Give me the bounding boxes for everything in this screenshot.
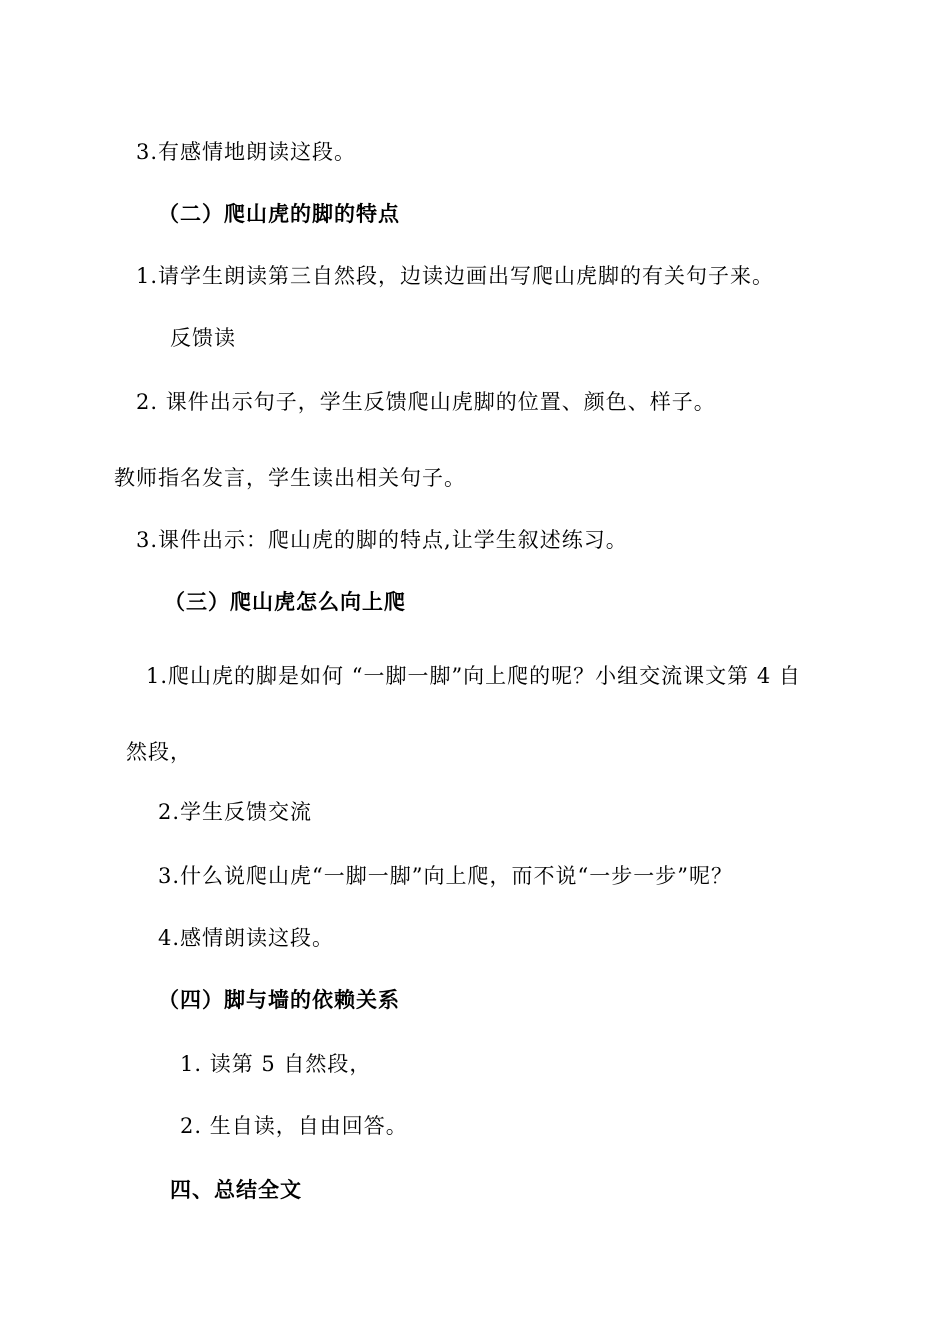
text-line: 4.感情朗读这段。 xyxy=(158,926,335,950)
text-line: 2. 课件出示句子，学生反馈爬山虎脚的位置、颜色、样子。 xyxy=(136,390,716,414)
section-heading: 四、总结全文 xyxy=(170,1178,302,1202)
text-line: 3.有感情地朗读这段。 xyxy=(136,140,357,164)
text-line: 1. 读第 5 自然段， xyxy=(180,1052,372,1076)
text-line: 1.请学生朗读第三自然段，边读边画出写爬山虎脚的有关句子来。 xyxy=(136,264,775,288)
text-line: 教师指名发言，学生读出相关句子。 xyxy=(114,466,466,490)
section-heading: （二）爬山虎的脚的特点 xyxy=(158,202,400,226)
text-line: 3.课件出示：爬山虎的脚的特点,让学生叙述练习。 xyxy=(136,528,628,552)
text-line: 2.学生反馈交流 xyxy=(158,800,313,824)
text-line: 2. 生自读，自由回答。 xyxy=(180,1114,408,1138)
section-heading: （三）爬山虎怎么向上爬 xyxy=(164,590,406,614)
section-heading: （四）脚与墙的依赖关系 xyxy=(158,988,400,1012)
text-line: 反馈读 xyxy=(170,326,236,350)
text-line: 然段， xyxy=(126,740,192,764)
text-line: 3.什么说爬山虎“一脚一脚”向上爬，而不说“一步一步”呢？ xyxy=(158,864,733,888)
text-line: 1.爬山虎的脚是如何 “一脚一脚”向上爬的呢？小组交流课文第 4 自 xyxy=(146,664,801,688)
